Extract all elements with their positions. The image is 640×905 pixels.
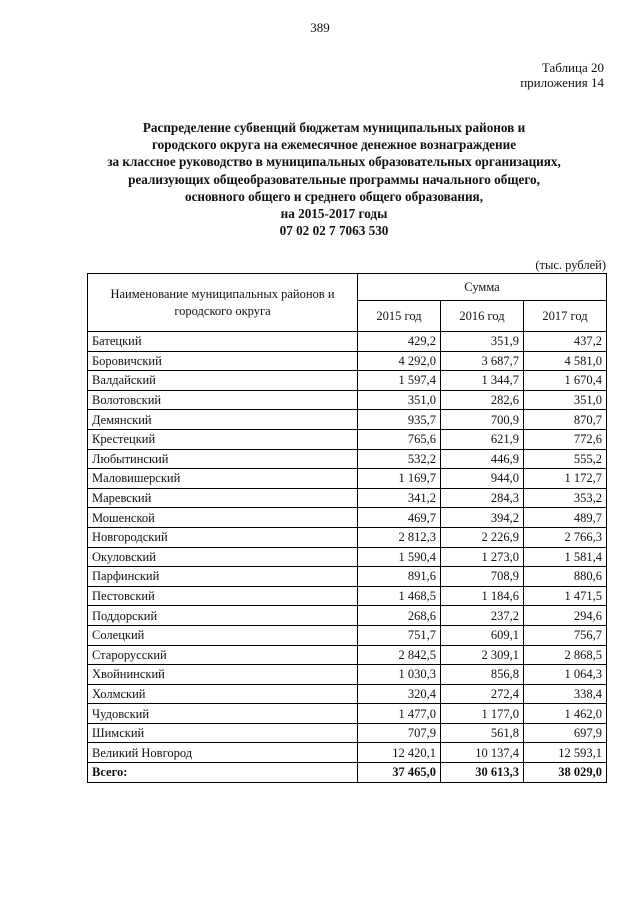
value-2017-cell: 697,9 bbox=[524, 723, 607, 743]
title-line: городского округа на ежемесячное денежное вознаграждение bbox=[151, 137, 517, 153]
district-name-cell: Демянский bbox=[88, 410, 358, 430]
value-2015-cell: 429,2 bbox=[358, 332, 441, 352]
value-2016-cell: 446,9 bbox=[441, 449, 524, 469]
header-year-2017: 2017 год bbox=[524, 301, 607, 332]
value-2015-cell: 469,7 bbox=[358, 508, 441, 528]
table-row bbox=[88, 606, 607, 626]
value-2016-cell: 609,1 bbox=[441, 625, 524, 645]
value-2016-cell: 237,2 bbox=[441, 606, 524, 626]
table-row bbox=[88, 332, 607, 352]
table-row bbox=[88, 684, 607, 704]
district-name-cell: Пестовский bbox=[88, 586, 358, 606]
value-2015-cell: 751,7 bbox=[358, 625, 441, 645]
table-row bbox=[88, 371, 607, 391]
value-2016-cell: 944,0 bbox=[441, 469, 524, 489]
value-2016-cell: 3 687,7 bbox=[441, 351, 524, 371]
district-name-cell: Батецкий bbox=[88, 332, 358, 352]
value-2015-cell: 1 597,4 bbox=[358, 371, 441, 391]
value-2015-cell: 37 465,0 bbox=[358, 763, 441, 783]
value-2017-cell: 353,2 bbox=[524, 488, 607, 508]
value-2015-cell: 351,0 bbox=[358, 390, 441, 410]
table-row bbox=[88, 508, 607, 528]
value-2016-cell: 10 137,4 bbox=[441, 743, 524, 763]
header-name: Наименование муниципальных районов и городского округа bbox=[88, 274, 358, 332]
table-row bbox=[88, 469, 607, 489]
value-2017-cell: 772,6 bbox=[524, 429, 607, 449]
value-2016-cell: 272,4 bbox=[441, 684, 524, 704]
value-2017-cell: 12 593,1 bbox=[524, 743, 607, 763]
title-line: на 2015-2017 годы bbox=[280, 206, 388, 222]
value-2016-cell: 2 309,1 bbox=[441, 645, 524, 665]
district-name-cell: Мошенской bbox=[88, 508, 358, 528]
value-2016-cell: 856,8 bbox=[441, 665, 524, 685]
title-line: основного общего и среднего общего образования, bbox=[184, 188, 483, 204]
value-2016-cell: 708,9 bbox=[441, 567, 524, 587]
title-line: реализующих общеобразовательные программы начального общего, bbox=[128, 171, 540, 187]
district-name-cell: Хвойнинский bbox=[88, 665, 358, 685]
table-row bbox=[88, 625, 607, 645]
value-2016-cell: 282,6 bbox=[441, 390, 524, 410]
value-2015-cell: 2 842,5 bbox=[358, 645, 441, 665]
value-2016-cell: 1 184,6 bbox=[441, 586, 524, 606]
subvention-table bbox=[87, 273, 607, 783]
district-name-cell: Парфинский bbox=[88, 567, 358, 587]
table-row bbox=[88, 547, 607, 567]
table-row bbox=[88, 704, 607, 724]
value-2017-cell: 1 172,7 bbox=[524, 469, 607, 489]
value-2015-cell: 532,2 bbox=[358, 449, 441, 469]
total-row bbox=[88, 763, 607, 783]
value-2015-cell: 1 169,7 bbox=[358, 469, 441, 489]
value-2017-cell: 38 029,0 bbox=[524, 763, 607, 783]
value-2016-cell: 351,9 bbox=[441, 332, 524, 352]
value-2016-cell: 1 273,0 bbox=[441, 547, 524, 567]
value-2016-cell: 621,9 bbox=[441, 429, 524, 449]
table-row bbox=[88, 390, 607, 410]
district-name-cell: Маревский bbox=[88, 488, 358, 508]
value-2017-cell: 756,7 bbox=[524, 625, 607, 645]
district-name-cell: Волотовский bbox=[88, 390, 358, 410]
district-name-cell: Маловишерский bbox=[88, 469, 358, 489]
table-row bbox=[88, 527, 607, 547]
value-2015-cell: 341,2 bbox=[358, 488, 441, 508]
value-2017-cell: 2 766,3 bbox=[524, 527, 607, 547]
district-name-cell: Шимский bbox=[88, 723, 358, 743]
table-body bbox=[88, 332, 607, 783]
value-2015-cell: 12 420,1 bbox=[358, 743, 441, 763]
value-2015-cell: 4 292,0 bbox=[358, 351, 441, 371]
value-2015-cell: 268,6 bbox=[358, 606, 441, 626]
value-2017-cell: 437,2 bbox=[524, 332, 607, 352]
title-line: за классное руководство в муниципальных образовательных организациях, bbox=[107, 154, 561, 170]
table-reference bbox=[520, 60, 604, 90]
district-name-cell: Боровичский bbox=[88, 351, 358, 371]
value-2017-cell: 294,6 bbox=[524, 606, 607, 626]
document-title bbox=[64, 119, 604, 239]
district-name-cell: Солецкий bbox=[88, 625, 358, 645]
table-ref-line1: Таблица 20 bbox=[541, 60, 604, 75]
value-2017-cell: 880,6 bbox=[524, 567, 607, 587]
value-2017-cell: 2 868,5 bbox=[524, 645, 607, 665]
district-name-cell: Поддорский bbox=[88, 606, 358, 626]
value-2016-cell: 1 344,7 bbox=[441, 371, 524, 391]
value-2017-cell: 351,0 bbox=[524, 390, 607, 410]
table-row bbox=[88, 586, 607, 606]
value-2015-cell: 2 812,3 bbox=[358, 527, 441, 547]
district-name-cell: Крестецкий bbox=[88, 429, 358, 449]
value-2016-cell: 30 613,3 bbox=[441, 763, 524, 783]
value-2015-cell: 765,6 bbox=[358, 429, 441, 449]
value-2017-cell: 870,7 bbox=[524, 410, 607, 430]
table-row bbox=[88, 723, 607, 743]
value-2016-cell: 394,2 bbox=[441, 508, 524, 528]
budget-code: 07 02 02 7 7063 530 bbox=[279, 223, 389, 239]
header-year-2015: 2015 год bbox=[358, 301, 441, 332]
value-2015-cell: 1 468,5 bbox=[358, 586, 441, 606]
district-name-cell: Любытинский bbox=[88, 449, 358, 469]
value-2017-cell: 1 471,5 bbox=[524, 586, 607, 606]
unit-label: (тыс. рублей) bbox=[535, 258, 606, 272]
value-2017-cell: 489,7 bbox=[524, 508, 607, 528]
value-2015-cell: 935,7 bbox=[358, 410, 441, 430]
title-line: Распределение субвенций бюджетам муниципальных районов и bbox=[142, 120, 526, 135]
value-2016-cell: 1 177,0 bbox=[441, 704, 524, 724]
district-name-cell: Старорусский bbox=[88, 645, 358, 665]
value-2017-cell: 1 064,3 bbox=[524, 665, 607, 685]
header-sum: Сумма bbox=[358, 274, 607, 301]
table-row bbox=[88, 743, 607, 763]
district-name-cell: Чудовский bbox=[88, 704, 358, 724]
value-2017-cell: 4 581,0 bbox=[524, 351, 607, 371]
value-2015-cell: 891,6 bbox=[358, 567, 441, 587]
district-name-cell: Окуловский bbox=[88, 547, 358, 567]
district-name-cell: Всего: bbox=[88, 763, 358, 783]
district-name-cell: Валдайский bbox=[88, 371, 358, 391]
header-year-2016: 2016 год bbox=[441, 301, 524, 332]
district-name-cell: Холмский bbox=[88, 684, 358, 704]
value-2015-cell: 1 590,4 bbox=[358, 547, 441, 567]
value-2015-cell: 320,4 bbox=[358, 684, 441, 704]
value-2016-cell: 700,9 bbox=[441, 410, 524, 430]
value-2017-cell: 1 670,4 bbox=[524, 371, 607, 391]
value-2016-cell: 284,3 bbox=[441, 488, 524, 508]
value-2016-cell: 561,8 bbox=[441, 723, 524, 743]
table-row bbox=[88, 665, 607, 685]
value-2015-cell: 1 030,3 bbox=[358, 665, 441, 685]
value-2017-cell: 1 581,4 bbox=[524, 547, 607, 567]
table-row bbox=[88, 429, 607, 449]
table-row bbox=[88, 449, 607, 469]
district-name-cell: Великий Новгород bbox=[88, 743, 358, 763]
table-row bbox=[88, 351, 607, 371]
value-2015-cell: 1 477,0 bbox=[358, 704, 441, 724]
district-name-cell: Новгородский bbox=[88, 527, 358, 547]
value-2015-cell: 707,9 bbox=[358, 723, 441, 743]
table-row bbox=[88, 488, 607, 508]
table-ref-line2: приложения 14 bbox=[520, 75, 604, 90]
value-2017-cell: 1 462,0 bbox=[524, 704, 607, 724]
table-row bbox=[88, 567, 607, 587]
table-row bbox=[88, 410, 607, 430]
page-number: 389 bbox=[310, 20, 330, 35]
value-2017-cell: 338,4 bbox=[524, 684, 607, 704]
table-row bbox=[88, 645, 607, 665]
value-2017-cell: 555,2 bbox=[524, 449, 607, 469]
value-2016-cell: 2 226,9 bbox=[441, 527, 524, 547]
